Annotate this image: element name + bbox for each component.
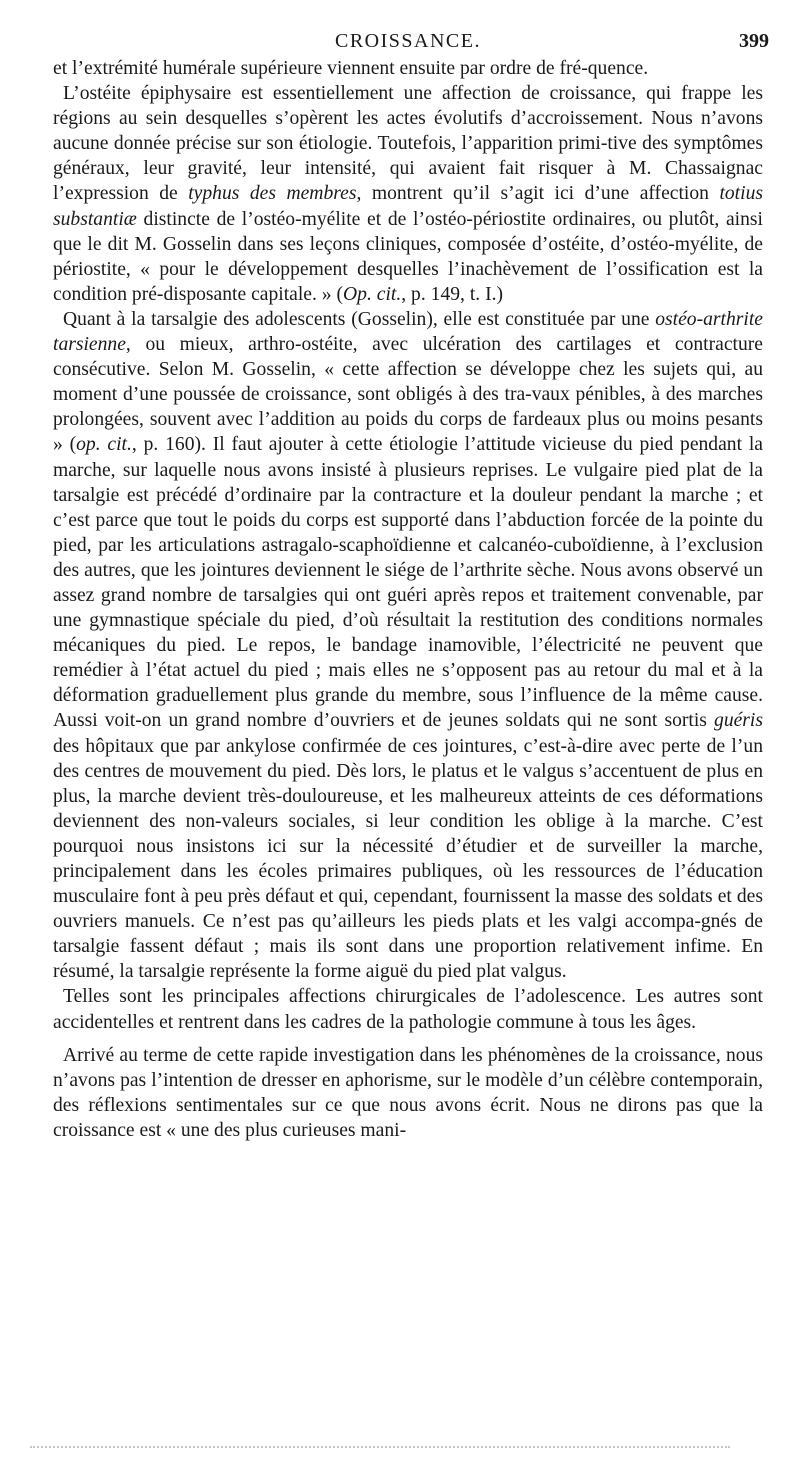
- paragraph-3: [53, 307, 763, 985]
- body-text: [53, 56, 763, 1143]
- paragraph-5: [53, 1043, 763, 1143]
- text-run: distincte de l’ostéo-myélite et de l’ostéo-périostite ordinaires, ou plutôt, ainsi que le dit M. Gosselin dans ses leçons cliniques, composée d’ostéite, d’ostéo-myélite, de périostite, « pour le développement desquelles l’inachèvement de l’ossification est la condition pré-disposante capitale. » (: [53, 208, 763, 305]
- italic-text: Op. cit.: [343, 283, 402, 305]
- running-head: [53, 30, 769, 56]
- text-run: , montrent qu’il s’agit ici d’une affection: [356, 183, 720, 205]
- text-run: Telles sont les principales affections chirurgicales de l’adolescence. Les autres sont accidentelles et rentrent dans les cadres de la pathologie commune à tous les âges.: [53, 986, 763, 1033]
- text-run: , p. 149, t. I.): [401, 283, 504, 305]
- text-run: et l’extrémité humérale supérieure viennent ensuite par ordre de fré-quence.: [53, 58, 649, 79]
- italic-text: ostéo-arthrite tarsienne: [53, 308, 763, 356]
- italic-text: typhus des membres: [188, 183, 357, 205]
- page-bottom-rule: [30, 1446, 730, 1448]
- text-run: , p. 160). Il faut ajouter à cette étiologie l’attitude vicieuse du pied pendant la marche, sur laquelle nous avons insisté à plusieurs reprises. Le vulgaire pied plat de la tarsalgie est précédé d’ordinaire par la contracture et la douleur pendant la marche ; et c’est parce que tout le poids du corps est supporté dans l’abduction forcée de la pointe du pied, par les articulations astragalo-scaphoïdienne et calcanéo-cuboïdienne, à l’exclusion des autres, que les jointures deviennent le siége de l’arthrite sèche. Nous avons observé un assez grand nombre de tarsalgies qui ont guéri après repos et traitement convenable, par une gymnastique spéciale du pied, d’où résultait la restitution des conditions normales mécaniques du pied. Le repos, le bandage inamovible, l’électricité ne peuvent que remédier à l’état actuel du pied ; mais elles ne s’opposent pas au retour du mal et à la déformation graduellement plus grande du membre, sous l’influence de la même cause. Aussi voit-on un grand nombre d’ouvriers et de jeunes soldats qui ne sont sortis: [53, 434, 763, 732]
- text-run: Arrivé au terme de cette rapide investigation dans les phénomènes de la croissance, nous n’avons pas l’intention de dresser en aphorisme, sur le modèle d’un célèbre contemporain, des réflexions sentimentales sur ce que nous avons écrit. Nous ne dirons pas que la croissance est « une des plus curieuses mani-: [53, 1044, 763, 1141]
- paragraph-4: [53, 984, 763, 1034]
- italic-text: op. cit.: [76, 434, 132, 456]
- paragraph-2: [53, 81, 763, 307]
- running-title: CROISSANCE.: [335, 30, 481, 52]
- text-run: , ou mieux, arthro-ostéite, avec ulcération des cartilages et contracture consécutive. Selon M. Gosselin, « cette affection se développe chez les sujets qui, au moment d’une poussée de croissance, sont obligés à des tra-vaux pénibles, à des marches prolongées, souvent avec l’addition au poids du corps de fardeaux plus ou moins pesants » (: [53, 334, 763, 456]
- italic-text: totius substantiæ: [53, 183, 763, 230]
- book-page: [53, 30, 769, 1143]
- page-number: 399: [739, 30, 769, 52]
- text-run: Quant à la tarsalgie des adolescents (Gosselin), elle est constituée par une: [63, 308, 656, 330]
- text-run: L’ostéite épiphysaire est essentiellement une affection de croissance, qui frappe les régions au sein desquelles s’opèrent les actes évolutifs d’accroissement. Nous n’avons aucune donnée précise sur son étiologie. Toutefois, l’apparition primi-tive des symptômes généraux, leur gravité, leur intensité, qui avaient fait risquer à M. Chassaignac l’expression de: [53, 83, 763, 205]
- paragraph-1: [53, 56, 763, 81]
- text-run: des hôpitaux que par ankylose confirmée de ces jointures, c’est-à-dire avec perte de l’un des centres de mouvement du pied. Dès lors, le platus et le valgus s’accentuent de plus en plus, la marche devient très-douloureuse, et les malheureux atteints de ces déformations deviennent des non-valeurs sociales, si leur condition les oblige à la marche. C’est pourquoi nous insistons ici sur la nécessité d’étudier et de surveiller la marche, principalement dans les écoles primaires publiques, où les ressources de l’éducation musculaire font à peu près défaut et qui, cependant, fournissent la masse des soldats et des ouvriers manuels. Ce n’est pas qu’ailleurs les pieds plats et les valgi accompa-gnés de tarsalgie fassent défaut ; mais ils sont dans une proportion relativement infime. En résumé, la tarsalgie représente la forme aiguë du pied plat valgus.: [53, 735, 763, 983]
- italic-text: guéris: [714, 710, 763, 732]
